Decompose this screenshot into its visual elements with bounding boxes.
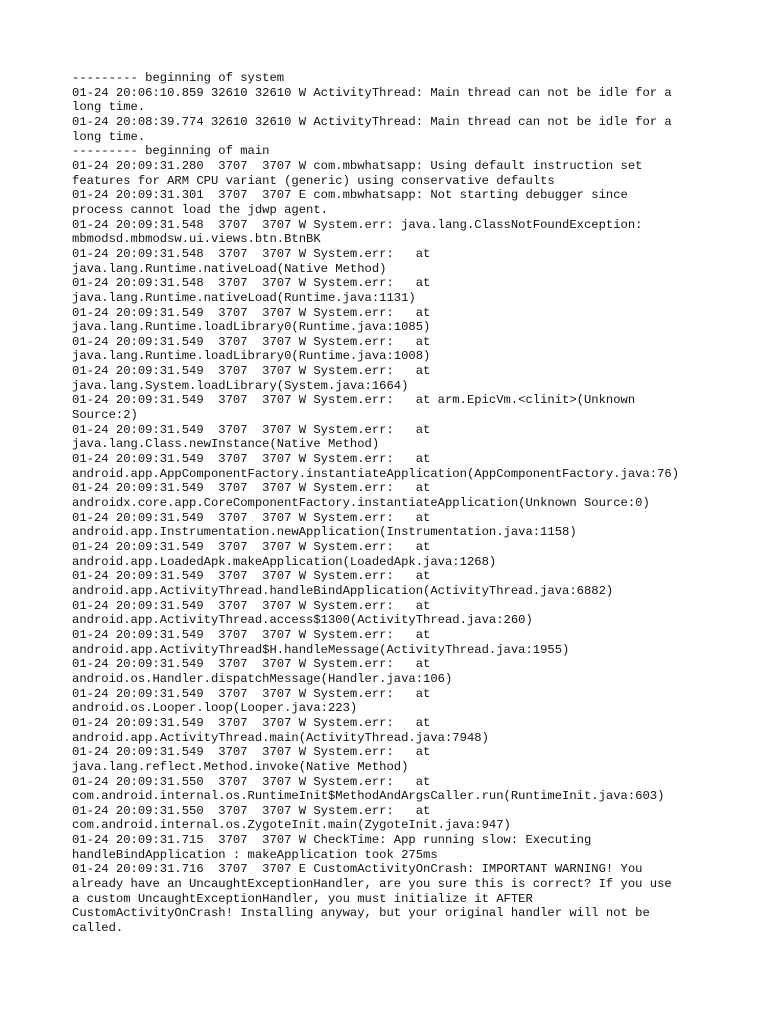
log-line: --------- beginning of system <box>72 71 285 85</box>
log-line: com.android.internal.os.ZygoteInit.main(ZygoteInit.java:947) <box>72 818 511 833</box>
log-line: CustomActivityOnCrash! Installing anyway, but your original handler will not be <box>72 906 650 921</box>
log-line: java.lang.Runtime.loadLibrary0(Runtime.java:1008) <box>72 349 431 364</box>
log-line: 01-24 20:09:31.549 3707 3707 W System.err: at <box>72 627 431 642</box>
log-line: 01-24 20:09:31.549 3707 3707 W System.err: at <box>72 715 431 730</box>
log-line: handleBindApplication : makeApplication took 275ms <box>72 847 438 862</box>
log-line: 01-24 20:09:31.548 3707 3707 W System.err: at <box>72 246 431 261</box>
log-text-block <box>72 71 712 936</box>
log-line: 01-24 20:09:31.548 3707 3707 W System.err: at <box>72 276 431 291</box>
log-line: android.app.AppComponentFactory.instantiateApplication(AppComponentFactory.java:76) <box>72 466 680 481</box>
log-line: called. <box>72 921 124 936</box>
log-line: 01-24 20:09:31.549 3707 3707 W System.err: at <box>72 452 431 467</box>
log-line: java.lang.System.loadLibrary(System.java:1664) <box>72 378 409 393</box>
log-line: process cannot load the jdwp agent. <box>72 202 328 217</box>
log-line: 01-24 20:09:31.549 3707 3707 W System.err: at <box>72 422 431 437</box>
log-line: 01-24 20:06:10.859 32610 32610 W ActivityThread: Main thread can not be idle for a <box>72 85 672 100</box>
log-line: 01-24 20:09:31.549 3707 3707 W System.err: at <box>72 657 431 672</box>
log-line: 01-24 20:09:31.549 3707 3707 W System.err: at <box>72 686 431 701</box>
log-line: android.app.ActivityThread.main(ActivityThread.java:7948) <box>72 730 489 745</box>
log-line: long time. <box>72 129 146 144</box>
log-line: 01-24 20:09:31.549 3707 3707 W System.err: at <box>72 334 431 349</box>
log-line: features for ARM CPU variant (generic) using conservative defaults <box>72 173 555 188</box>
log-line: android.app.ActivityThread.handleBindApplication(ActivityThread.java:6882) <box>72 583 614 598</box>
log-line: 01-24 20:09:31.548 3707 3707 W System.err: java.lang.ClassNotFoundException: <box>72 217 643 232</box>
log-line: 01-24 20:09:31.280 3707 3707 W com.mbwhatsapp: Using default instruction set <box>72 158 643 173</box>
log-line: a custom UncaughtExceptionHandler, you must initialize it AFTER <box>72 891 533 906</box>
log-line: android.os.Looper.loop(Looper.java:223) <box>72 701 358 716</box>
log-line: android.app.ActivityThread.access$1300(ActivityThread.java:260) <box>72 613 533 628</box>
log-line: already have an UncaughtExceptionHandler, are you sure this is correct? If you use <box>72 877 672 892</box>
log-line: 01-24 20:09:31.549 3707 3707 W System.err: at <box>72 569 431 584</box>
log-line: Source:2) <box>72 408 138 423</box>
log-line: 01-24 20:08:39.774 32610 32610 W ActivityThread: Main thread can not be idle for a <box>72 114 672 129</box>
log-line: 01-24 20:09:31.549 3707 3707 W System.err: at <box>72 598 431 613</box>
log-line: 01-24 20:09:31.550 3707 3707 W System.err: at <box>72 803 431 818</box>
log-line: 01-24 20:09:31.549 3707 3707 W System.err: at <box>72 364 431 379</box>
log-line: java.lang.Runtime.nativeLoad(Native Method) <box>72 261 387 276</box>
log-line: java.lang.Runtime.loadLibrary0(Runtime.java:1085) <box>72 320 431 335</box>
log-line: android.app.Instrumentation.newApplication(Instrumentation.java:1158) <box>72 525 577 540</box>
log-line: 01-24 20:09:31.549 3707 3707 W System.err: at arm.EpicVm.<clinit>(Unknown <box>72 393 636 408</box>
log-line: 01-24 20:09:31.549 3707 3707 W System.err: at <box>72 510 431 525</box>
log-line: com.android.internal.os.RuntimeInit$MethodAndArgsCaller.run(RuntimeInit.java:603) <box>72 789 665 804</box>
log-line: mbmodsd.mbmodsw.ui.views.btn.BtnBK <box>72 232 321 247</box>
log-line: 01-24 20:09:31.716 3707 3707 E CustomActivityOnCrash: IMPORTANT WARNING! You <box>72 862 643 877</box>
log-line: 01-24 20:09:31.301 3707 3707 E com.mbwhatsapp: Not starting debugger since <box>72 188 628 203</box>
log-line: 01-24 20:09:31.549 3707 3707 W System.err: at <box>72 481 431 496</box>
log-line: long time. <box>72 100 146 115</box>
log-line: 01-24 20:09:31.549 3707 3707 W System.err: at <box>72 305 431 320</box>
log-line: java.lang.reflect.Method.invoke(Native Method) <box>72 759 409 774</box>
log-line: 01-24 20:09:31.715 3707 3707 W CheckTime: App running slow: Executing <box>72 833 592 848</box>
log-line: java.lang.Runtime.nativeLoad(Runtime.java:1131) <box>72 290 416 305</box>
log-line: 01-24 20:09:31.549 3707 3707 W System.err: at <box>72 745 431 760</box>
log-line: 01-24 20:09:31.550 3707 3707 W System.err: at <box>72 774 431 789</box>
log-line: java.lang.Class.newInstance(Native Method) <box>72 437 380 452</box>
log-line: --------- beginning of main <box>72 144 270 159</box>
log-line: android.app.ActivityThread$H.handleMessage(ActivityThread.java:1955) <box>72 642 570 657</box>
log-line: 01-24 20:09:31.549 3707 3707 W System.err: at <box>72 540 431 554</box>
log-line: androidx.core.app.CoreComponentFactory.instantiateApplication(Unknown Source:0) <box>72 496 650 511</box>
log-line: android.os.Handler.dispatchMessage(Handler.java:106) <box>72 671 453 686</box>
log-line: android.app.LoadedApk.makeApplication(LoadedApk.java:1268) <box>72 554 497 569</box>
